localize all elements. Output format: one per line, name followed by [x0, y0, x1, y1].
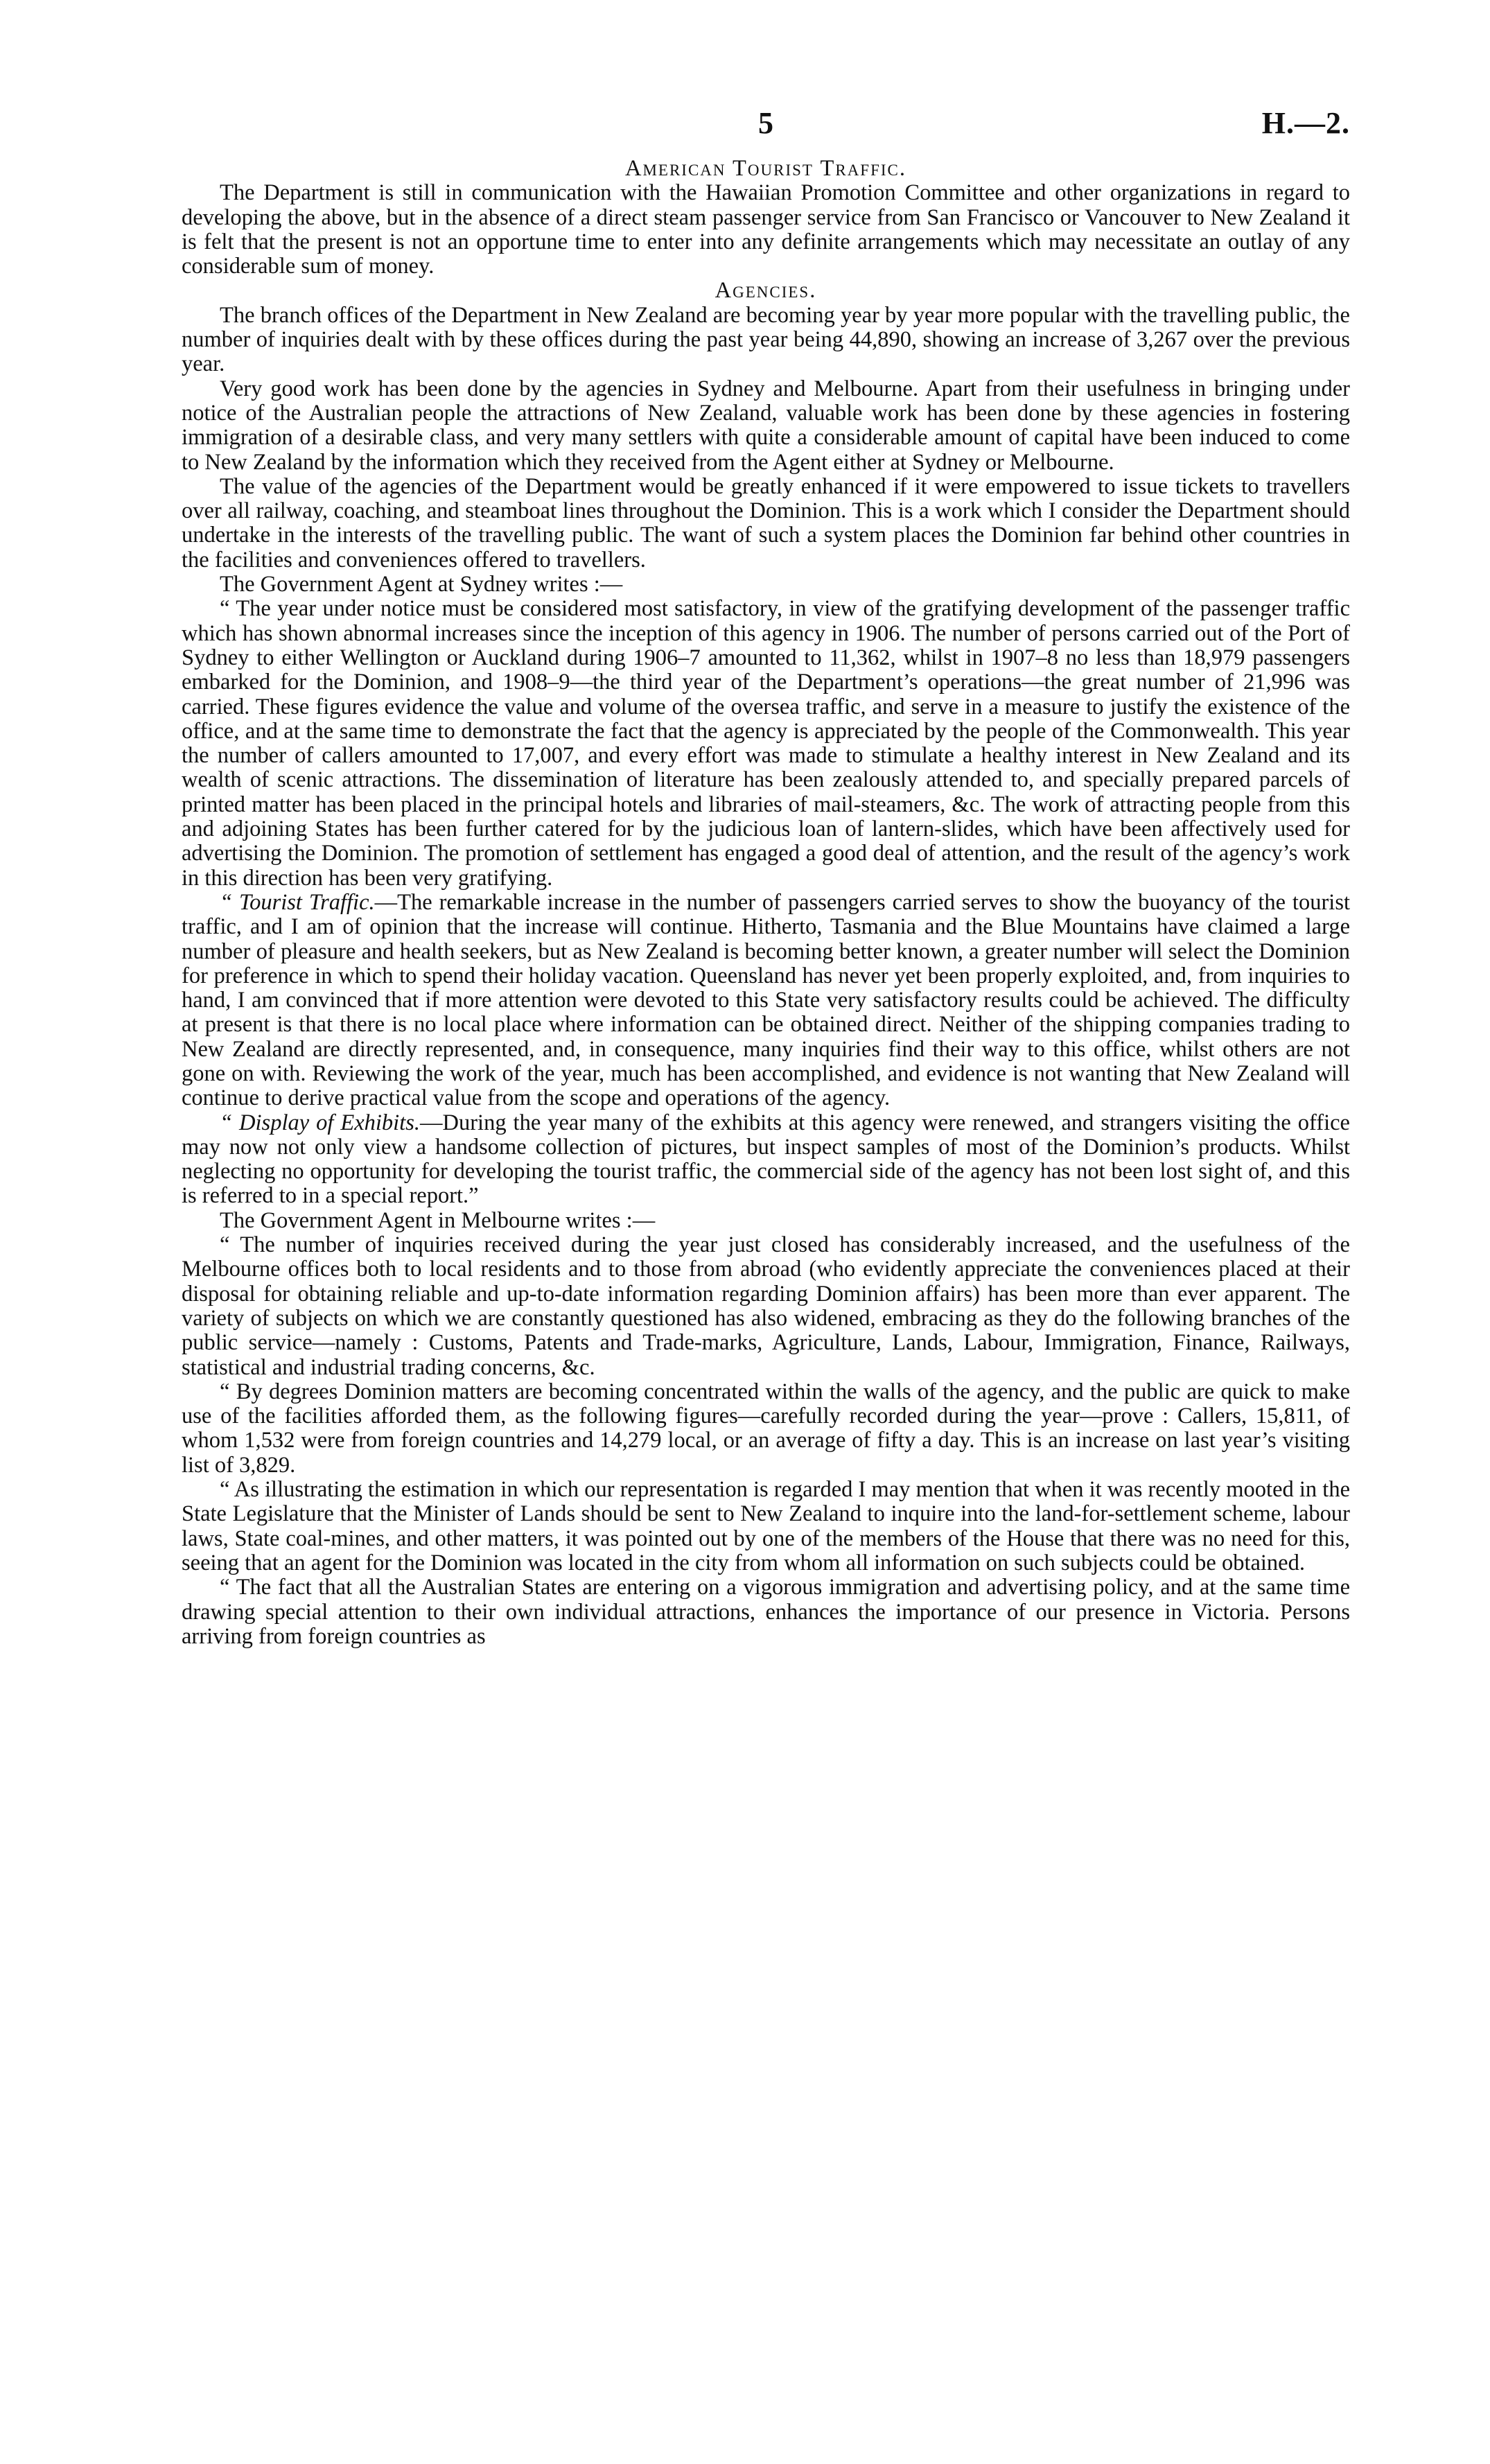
- quoted-paragraph: [182, 1111, 1350, 1209]
- quoted-paragraph: “ The number of inquiries received during the year just closed has considerably increased, and the usefulness of the Melbourne offices both to local residents and to those from abroad (who evidently appreciate the conveniences placed at their disposal for obtaining reliable and up-to-date information regarding Dominion affairs) has been more than ever apparent. The variety of subjects on which we are constantly questioned has also widened, embracing as they do the following branches of the public service—namely : Customs, Patents and Trade-marks, Agriculture, Lands, Labour, Immigration, Finance, Railways, statistical and industrial trading concerns, &c.: [182, 1232, 1350, 1380]
- side-heading-display-of-exhibits: “ Display of Exhibits.: [220, 1110, 420, 1135]
- heading-agencies: Agencies.: [715, 278, 817, 304]
- quoted-paragraph: “ By degrees Dominion matters are becoming concentrated within the walls of the agency, and the public are quick to make use of the facilities afforded them, as the following figures—carefully recorded during the year—prove : Callers, 15,811, of whom 1,532 were from foreign countries and 14,279 local, or an average of fifty a day. This is an increase on last year’s visiting list of 3,829.: [182, 1379, 1350, 1478]
- paragraph: The Government Agent at Sydney writes :—: [220, 572, 623, 597]
- quoted-paragraph: “ The fact that all the Australian States are entering on a vigorous immigration and advertising policy, and at the same time drawing special attention to their own individual attractions, enhances the importance of our presence in Victoria. Persons arriving from foreign countries as: [182, 1575, 1350, 1649]
- paragraph: The Department is still in communication with the Hawaiian Promotion Committee and other organizations in regard to developing the above, but in the absence of a direct steam passenger service from San Francisco or Vancouver to New Zealand it is felt that the present is not an opportune time to enter into any definite arrangements which may necessitate an outlay of any considerable sum of money.: [182, 180, 1350, 279]
- quoted-paragraph: “ The year under notice must be considered most satisfactory, in view of the gratifying development of the passenger traffic which has shown abnormal increases since the inception of this agency in 1906. The number of persons carried out of the Port of Sydney to either Wellington or Auckland during 1906–7 amounted to 11,362, whilst in 1907–8 no less than 18,979 passengers embarked for the Dominion, and 1908–9—the third year of the Department’s operations—the great number of 21,996 was carried. These figures evidence the value and volume of the oversea traffic, and serve in a measure to justify the existence of the office, and at the same time to demonstrate the fact that the agency is appreciated by the people of the Commonwealth. This year the number of callers amounted to 17,007, and every effort was made to stimulate a healthy interest in New Zealand and its wealth of scenic attractions. The dissemination of literature has been zealously attended to, and specially prepared parcels of printed matter has been placed in the principal hotels and libraries of mail-steamers, &c. The work of attracting people from this and adjoining States has been further catered for by the judicious loan of lantern-slides, which have been affectively used for advertising the Dominion. The promotion of settlement has engaged a good deal of attention, and the result of the agency’s work in this direction has been very gratifying.: [182, 596, 1350, 891]
- quoted-paragraph: [182, 891, 1350, 1111]
- heading-american-tourist-traffic: American Tourist Traffic.: [624, 156, 907, 181]
- document-page: [182, 104, 1350, 1649]
- paragraph: Very good work has been done by the agencies in Sydney and Melbourne. Apart from their usefulness in bringing under notice of the Australian people the attractions of New Zealand, valuable work has been done by these agencies in fostering immigration of a desirable class, and very many settlers with quite a considerable amount of capital have been induced to come to New Zealand by the information which they received from the Agent either at Sydney or Melbourne.: [182, 376, 1350, 475]
- paragraph: The value of the agencies of the Department would be greatly enhanced if it were empowered to issue tickets to travellers over all railway, coaching, and steamboat lines throughout the Dominion. This is a work which I consider the Department should undertake in the interests of the travelling public. The want of such a system places the Dominion far behind other countries in the facilities and conveniences offered to travellers.: [182, 473, 1350, 573]
- paragraph-text: —The remarkable increase in the number of passengers carried serves to show the buoyancy of the tourist traffic, and I am of opinion that the increase will continue. Hitherto, Tasmania and the Blue Mountains have claimed a large number of pleasure and health seekers, but as New Zealand is becoming better known, a greater number will select the Dominion for preference in which to spend their holiday vacation. Queensland has never yet been properly exploited, and, from inquiries to hand, I am convinced that if more attention were devoted to this State very satisfactory results could be achieved. The difficulty at present is that there is no local place where information can be obtained direct. Neither of the shipping companies trading to New Zealand are directly represented, and, in consequence, many inquiries find their way to this office, whilst others are not gone on with. Reviewing the work of the year, much has been accomplished, and evidence is not wanting that New Zealand will continue to derive practical value from the scope and operations of the agency.: [182, 889, 1350, 1111]
- page-number: 5: [758, 106, 773, 140]
- quoted-paragraph: “ As illustrating the estimation in which our representation is regarded I may mention that when it was recently mooted in the State Legislature that the Minister of Lands should be sent to New Zealand to inquire into the land-for-settlement scheme, labour laws, State coal-mines, and other matters, it was pointed out by one of the members of the House that there was no need for this, seeing that an agent for the Dominion was located in the city from whom all information on such subjects could be obtained.: [182, 1477, 1350, 1575]
- paragraph-text: —During the year many of the exhibits at this agency were renewed, and strangers visiting the office may now not only view a handsome collection of pictures, but inspect samples of most of the Dominion’s products. Whilst neglecting no opportunity for developing the tourist traffic, the commercial side of the agency has not been lost sight of, and this is referred to in a special report.”: [182, 1110, 1350, 1209]
- document-reference: H.—2.: [1261, 106, 1350, 140]
- paragraph: The branch offices of the Department in New Zealand are becoming year by year more popular with the travelling public, the number of inquiries dealt with by these offices during the past year being 44,890, showing an increase of 3,267 over the previous year.: [182, 302, 1350, 377]
- page-header: [182, 104, 1350, 146]
- paragraph: The Government Agent in Melbourne writes :—: [220, 1207, 656, 1233]
- side-heading-tourist-traffic: “ Tourist Traffic.: [220, 889, 375, 915]
